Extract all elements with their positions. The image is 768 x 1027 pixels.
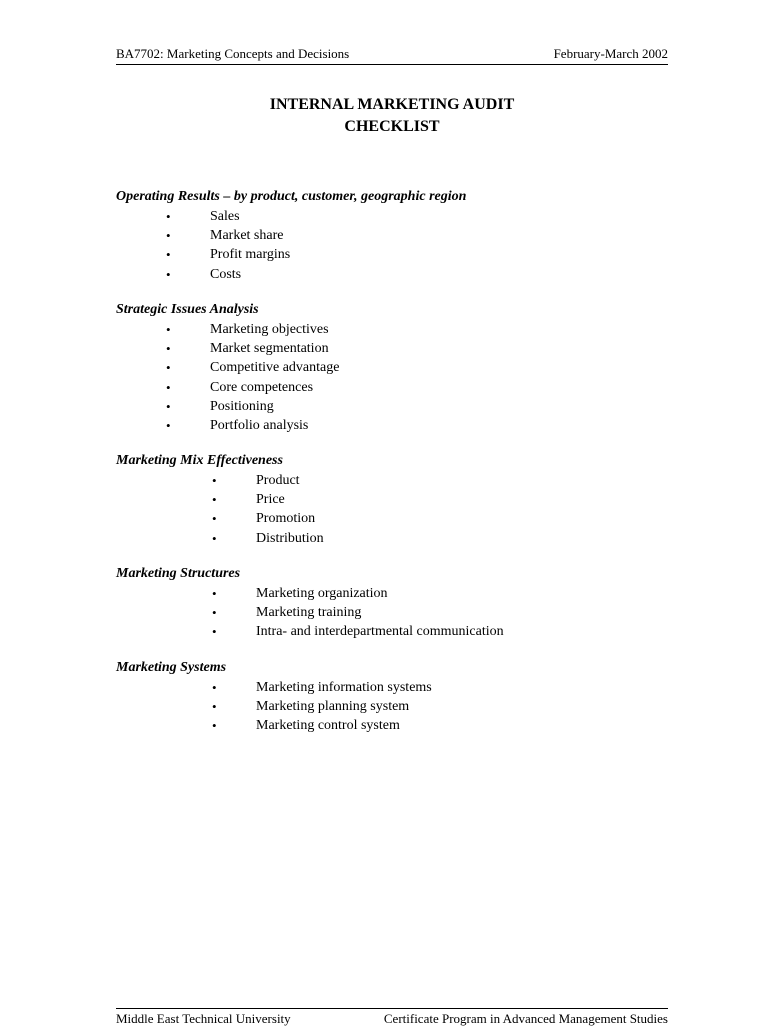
header-course: BA7702: Marketing Concepts and Decisions bbox=[116, 46, 350, 61]
bullet-icon: • bbox=[212, 680, 217, 695]
section-heading-marketing-structures: Marketing Structures bbox=[116, 566, 241, 581]
bullet-icon: • bbox=[166, 322, 171, 337]
bullet-icon: • bbox=[212, 718, 217, 734]
bullet-icon: • bbox=[212, 699, 217, 715]
bullet-icon: • bbox=[166, 360, 171, 376]
title-line-2: CHECKLIST bbox=[344, 118, 440, 135]
bullet-icon: • bbox=[212, 624, 217, 640]
footer-program: Certificate Program in Advanced Management Studies bbox=[383, 1011, 668, 1026]
page-header bbox=[116, 46, 668, 65]
bullet-icon: • bbox=[166, 209, 171, 224]
bullet-icon: • bbox=[166, 247, 171, 263]
bullet-icon: • bbox=[166, 417, 171, 433]
bullet-icon: • bbox=[212, 530, 217, 546]
page-footer bbox=[116, 1008, 668, 1027]
footer-institution: Middle East Technical University bbox=[116, 1011, 291, 1026]
bullet-icon: • bbox=[166, 379, 171, 395]
section-heading-marketing-mix: Marketing Mix Effectiveness bbox=[116, 453, 283, 468]
bullet-icon: • bbox=[212, 511, 217, 527]
bullet-icon: • bbox=[166, 228, 171, 244]
section-heading-strategic-issues: Strategic Issues Analysis bbox=[116, 302, 259, 317]
bullet-icon: • bbox=[212, 586, 217, 601]
bullet-icon: • bbox=[166, 341, 171, 357]
bullet-icon: • bbox=[212, 492, 217, 508]
document-title bbox=[116, 94, 668, 138]
bullet-icon: • bbox=[212, 473, 217, 488]
header-date: February-March 2002 bbox=[553, 46, 668, 61]
title-line-1: INTERNAL MARKETING AUDIT bbox=[269, 96, 515, 113]
section-heading-operating-results: Operating Results – by product, customer, geographic region bbox=[116, 189, 467, 204]
section-heading-marketing-systems: Marketing Systems bbox=[116, 660, 227, 675]
bullet-icon: • bbox=[166, 266, 171, 282]
bullet-icon: • bbox=[212, 605, 217, 621]
bullet-icon: • bbox=[166, 398, 171, 414]
